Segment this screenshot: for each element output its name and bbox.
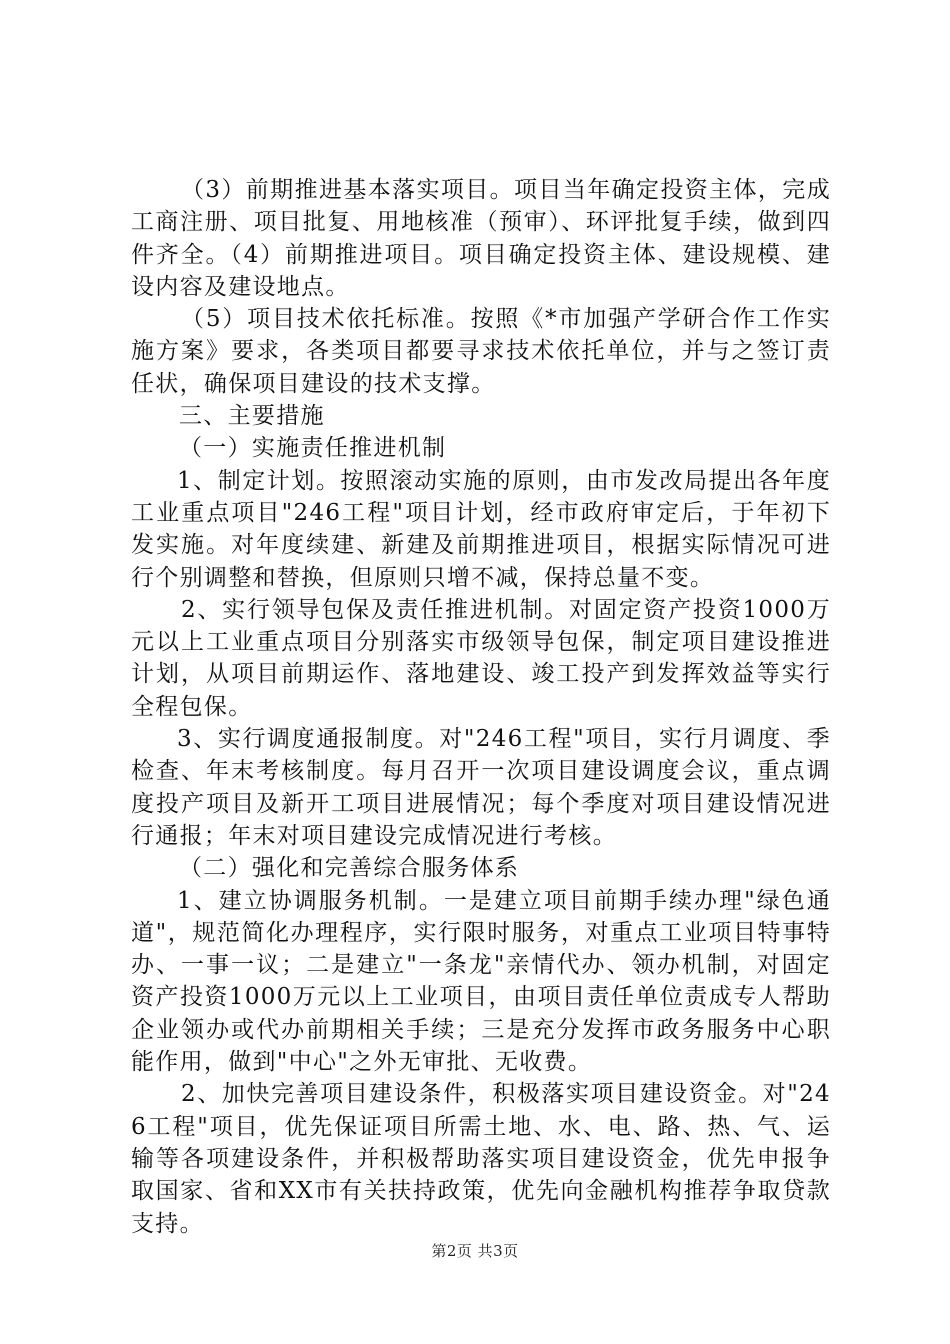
paragraph: （5）项目技术依托标准。按照《*市加强产学研合作工作实施方案》要求，各类项目都要寻求技术依托单位，并与之签订责任状，确保项目建设的技术支撑。 — [131, 306, 831, 397]
document-body — [131, 174, 831, 1240]
paragraph: （一）实施责任推进机制 — [179, 435, 447, 462]
paragraph: 1、制定计划。按照滚动实施的原则，由市发改局提出各年度工业重点项目"246工程"项目计划，经市政府审定后，于年初下发实施。对年度续建、新建及前期推进项目，根据实际情况可进行个别调整和替换，但原则只增不减，保持总量不变。 — [131, 467, 831, 591]
paragraph: 3、实行调度通报制度。对"246工程"项目，实行月调度、季检查、年末考核制度。每月召开一次项目建设调度会议，重点调度投产项目及新开工项目进展情况；每个季度对项目建设情况进行通报；年末对项目建设完成情况进行考核。 — [131, 726, 831, 849]
paragraph: （3）前期推进基本落实项目。项目当年确定投资主体，完成工商注册、项目批复、用地核准（预审）、环评批复手续，做到四件齐全。（4）前期推进项目。项目确定投资主体、建设规模、建设内容及建设地点。 — [131, 177, 831, 300]
paragraph: 2、实行领导包保及责任推进机制。对固定资产投资1000万元以上工业重点项目分别落实市级领导包保，制定项目建设推进计划，从项目前期运作、落地建设、竣工投产到发挥效益等实行全程包保。 — [131, 596, 831, 720]
page-footer: 第2页 共3页 — [431, 1242, 519, 1260]
paragraph: 三、主要措施 — [179, 403, 325, 430]
paragraph: 1、建立协调服务机制。一是建立项目前期手续办理"绿色通道"，规范简化办理程序，实行限时服务，对重点工业项目特事特办、一事一议；二是建立"一条龙"亲情代办、领办机制，对固定资产投资1000万元以上工业项目，由项目责任单位责成专人帮助企业领办或代办前期相关手续；三是充分发挥市政务服务中心职能作用，做到"中心"之外无审批、无收费。 — [131, 887, 831, 1076]
paragraph: （二）强化和完善综合服务体系 — [179, 855, 520, 882]
paragraph: 2、加快完善项目建设条件，积极落实项目建设资金。对"246工程"项目，优先保证项目所需土地、水、电、路、热、气、运输等各项建设条件，并积极帮助落实项目建设资金，优先申报争取国家、省和XX市有关扶持政策，优先向金融机构推荐争取贷款支持。 — [131, 1081, 831, 1237]
